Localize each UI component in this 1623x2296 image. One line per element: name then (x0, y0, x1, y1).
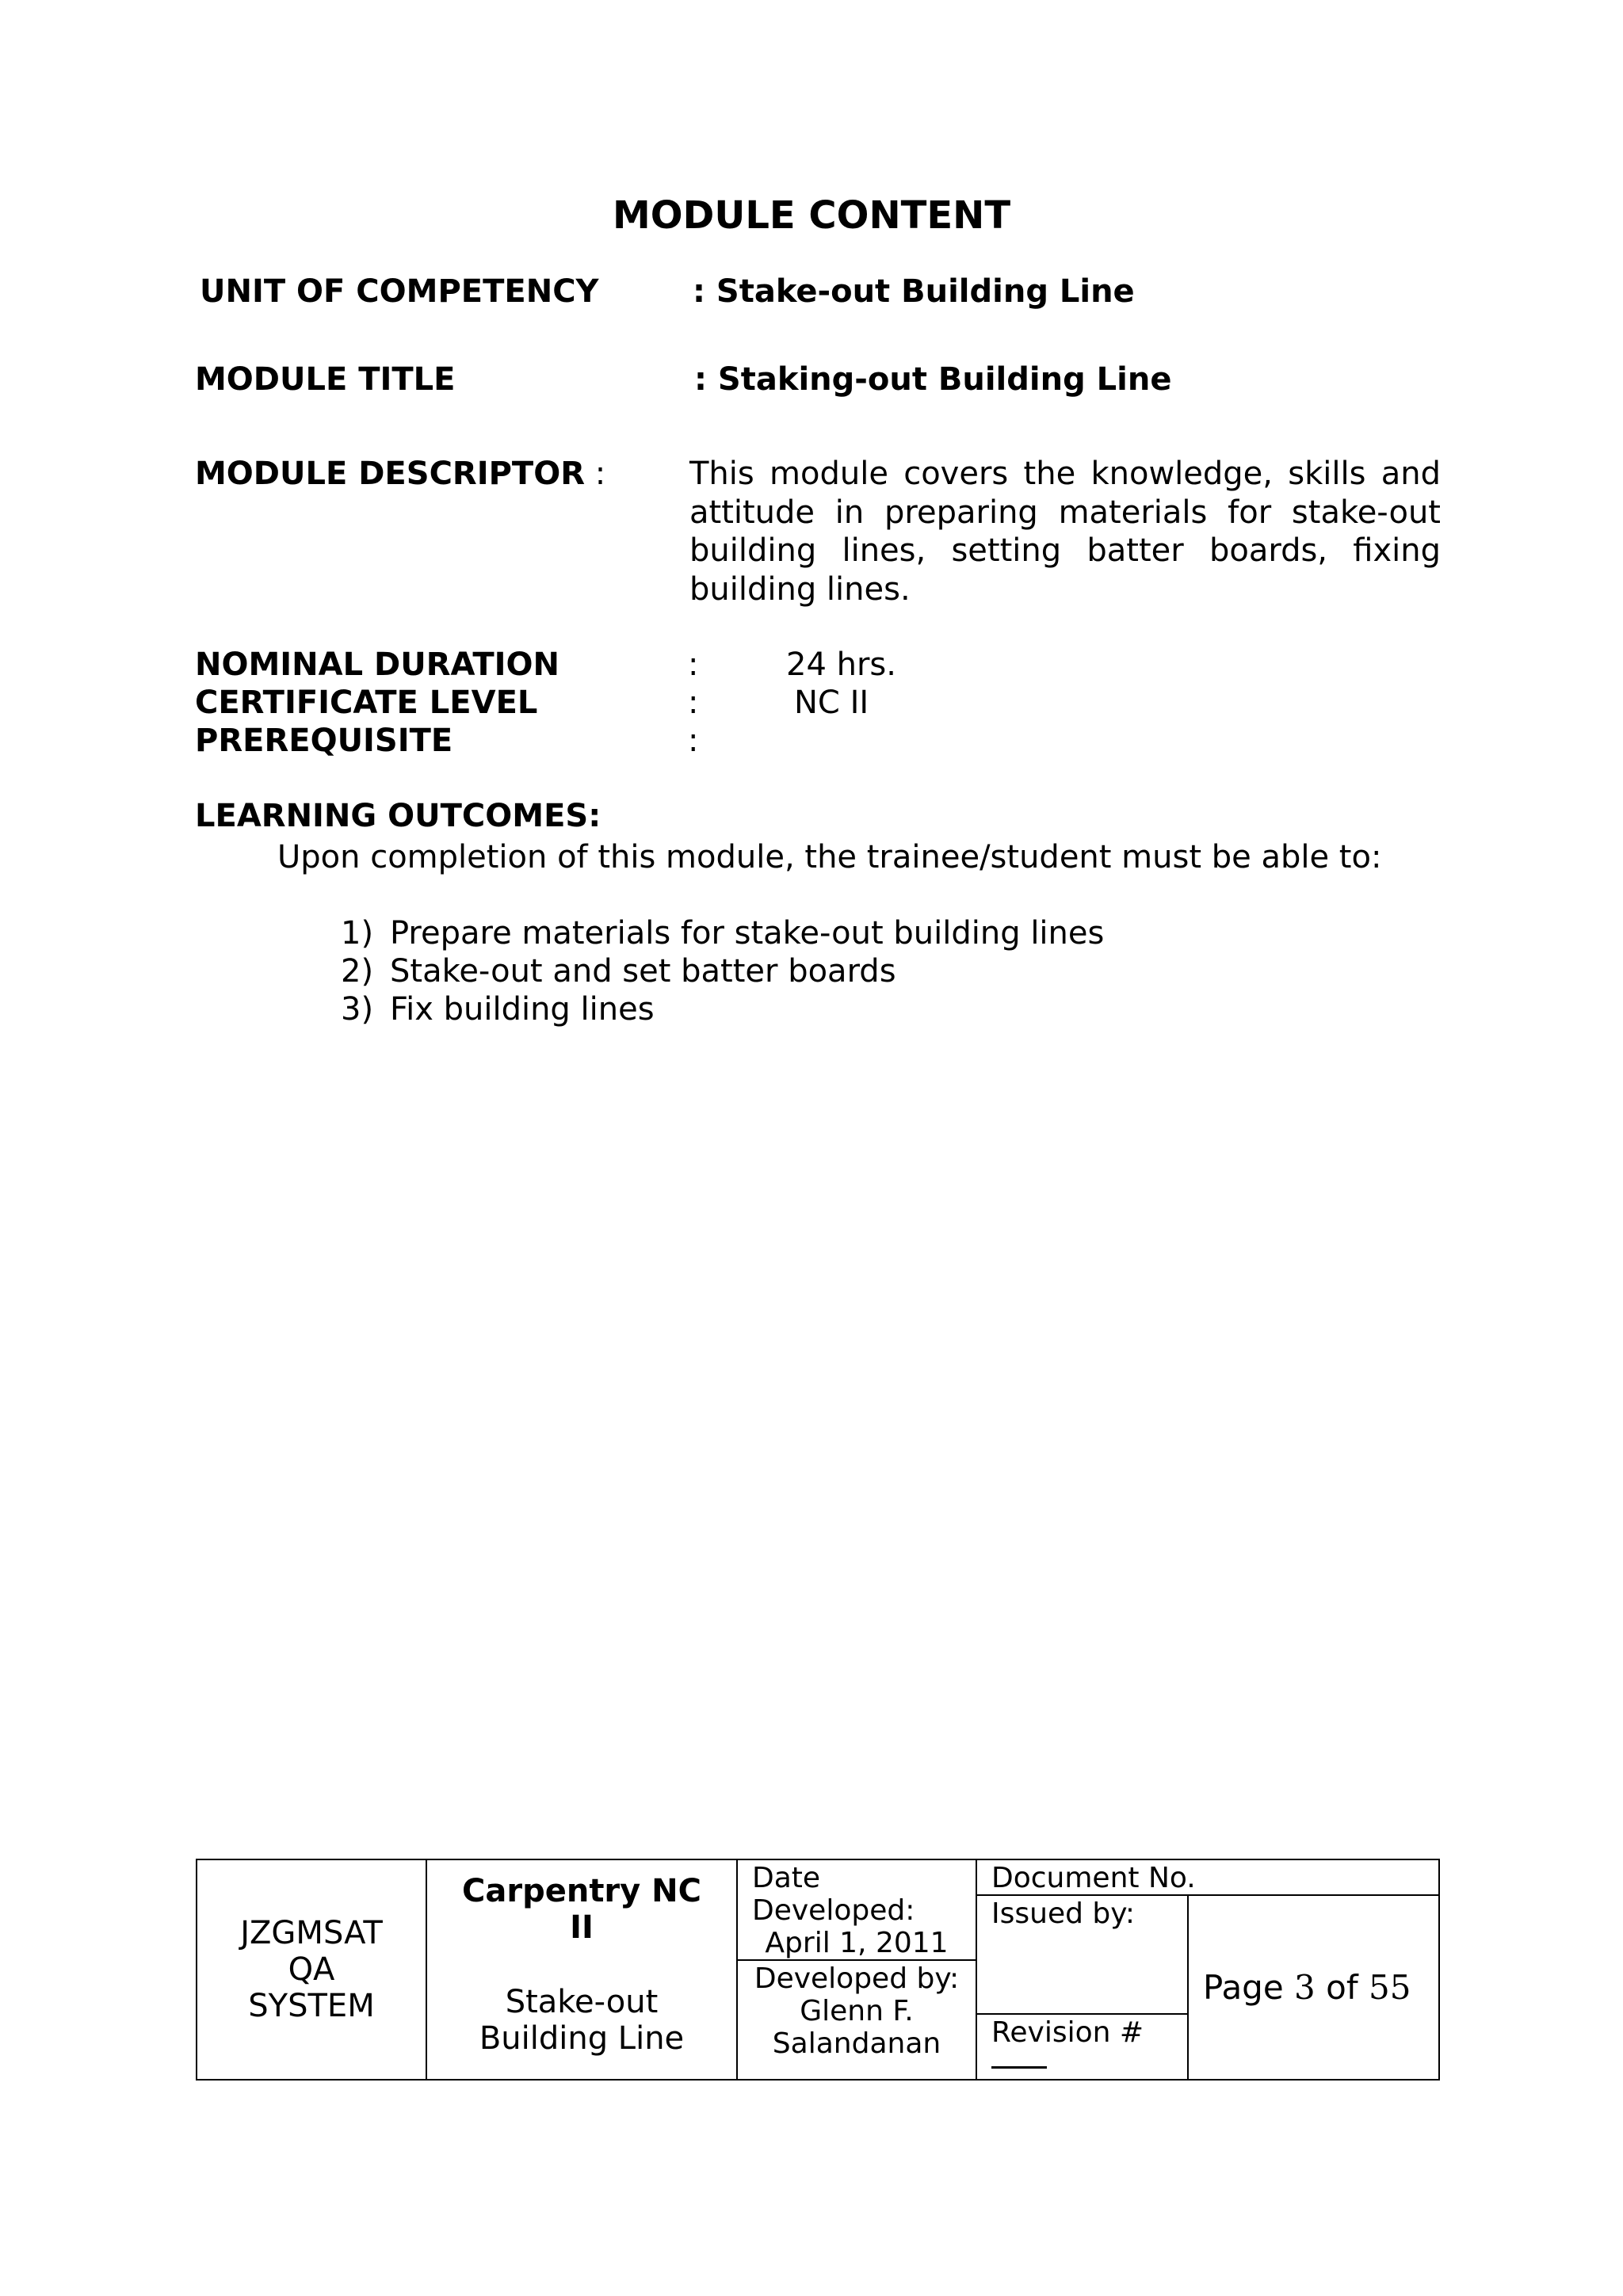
learning-outcome-item (341, 914, 1104, 952)
developed-by-cell (737, 1960, 976, 2080)
page-title: MODULE CONTENT (612, 193, 1011, 238)
module-name-line-1: Stake-out (505, 1984, 659, 2020)
page-number-cell (1188, 1895, 1439, 2080)
date-developed-label-2: Developed: (752, 1894, 915, 1927)
document-no-label: Document No. (991, 1862, 1196, 1894)
course-cell (426, 1859, 737, 2080)
certificate-level-colon: : (688, 685, 699, 721)
prerequisite-label: PREREQUISITE (195, 723, 453, 759)
outcome-text: Fix building lines (390, 991, 655, 1028)
developed-by-label: Developed by: (754, 1962, 960, 1995)
module-title-value: : Staking-out Building Line (694, 361, 1172, 398)
module-descriptor-colon: : (594, 456, 606, 492)
learning-outcomes-heading: LEARNING OUTCOMES: (195, 798, 601, 834)
page-of: of (1326, 1967, 1358, 2007)
document-footer-table (196, 1859, 1440, 2081)
org-line-3: SYSTEM (248, 1988, 375, 2024)
learning-outcome-item (341, 990, 655, 1028)
certificate-level-label: CERTIFICATE LEVEL (195, 685, 538, 721)
org-cell (197, 1859, 426, 2080)
learning-outcome-item (341, 952, 896, 990)
outcome-text: Stake-out and set batter boards (390, 953, 896, 990)
page-prefix: Page (1203, 1967, 1284, 2007)
org-line-2: QA (288, 1951, 335, 1988)
outcome-text: Prepare materials for stake-out building lines (390, 915, 1105, 952)
course-title-line-1: Carpentry NC (462, 1873, 701, 1909)
developer-name-line-1: Glenn F. (800, 1995, 914, 2027)
outcome-number: 1) (341, 915, 374, 952)
date-developed-value: April 1, 2011 (765, 1927, 949, 1959)
developer-name-line-2: Salandanan (772, 2027, 941, 2060)
outcome-number: 2) (341, 953, 374, 990)
nominal-duration-label: NOMINAL DURATION (195, 646, 559, 683)
date-developed-cell (737, 1859, 976, 1960)
module-title-label: MODULE TITLE (195, 361, 456, 398)
nominal-duration-value: 24 hrs. (786, 646, 896, 683)
prerequisite-colon: : (688, 723, 699, 759)
revision-label: Revision # (991, 2016, 1144, 2049)
revision-blank-line (991, 2066, 1047, 2069)
learning-outcomes-intro: Upon completion of this module, the trainee/student must be able to: (277, 839, 1382, 875)
page-total: 55 (1368, 1967, 1411, 2007)
certificate-level-value: NC II (794, 685, 869, 721)
module-descriptor-row (195, 455, 605, 493)
unit-of-competency-value: : Stake-out Building Line (693, 273, 1135, 310)
course-title-line-2: II (570, 1909, 594, 1946)
revision-cell (976, 2014, 1188, 2080)
outcome-number: 3) (341, 991, 374, 1028)
page-current: 3 (1294, 1967, 1316, 2007)
module-descriptor-label: MODULE DESCRIPTOR (195, 456, 586, 492)
org-line-1: JZGMSAT (240, 1915, 383, 1951)
page-number (1189, 1968, 1438, 2008)
unit-of-competency-label: UNIT OF COMPETENCY (200, 273, 599, 310)
document-no-cell (976, 1859, 1439, 1895)
module-descriptor-text: This module covers the knowledge, skills and attitude in preparing materials for stake-out building lines, setting batter boards, fixing building lines. (689, 456, 1441, 608)
date-developed-label-1: Date (752, 1862, 821, 1894)
module-name-line-2: Building Line (479, 2020, 685, 2057)
issued-by-label: Issued by: (991, 1897, 1136, 1930)
issued-by-cell (976, 1895, 1188, 2014)
nominal-duration-colon: : (688, 646, 699, 683)
